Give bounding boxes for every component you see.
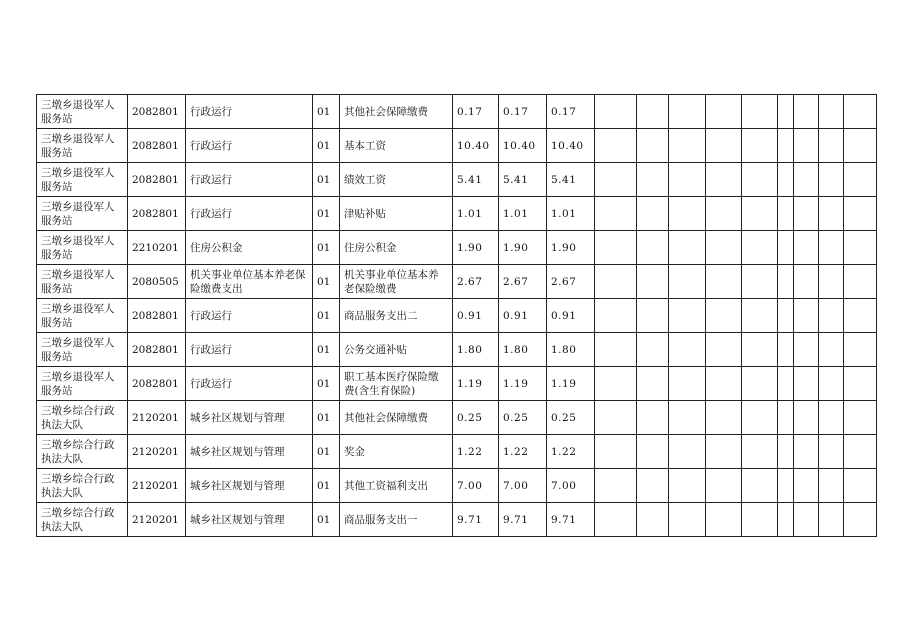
empty-cell (819, 401, 844, 435)
empty-cell (778, 129, 794, 163)
empty-cell (669, 163, 706, 197)
code-cell: 2120201 (128, 435, 186, 469)
empty-cell (637, 197, 669, 231)
item-cell: 住房公积金 (340, 231, 453, 265)
code-cell: 2120201 (128, 401, 186, 435)
empty-cell (778, 469, 794, 503)
empty-cell (794, 299, 819, 333)
amount-cell-3: 1.19 (547, 367, 595, 401)
code-cell: 2082801 (128, 299, 186, 333)
item-cell: 商品服务支出一 (340, 503, 453, 537)
amount-cell-1: 2.67 (453, 265, 499, 299)
empty-cell (742, 503, 778, 537)
empty-cell (778, 231, 794, 265)
empty-cell (742, 367, 778, 401)
function-name-cell: 机关事业单位基本养老保险缴费支出 (186, 265, 313, 299)
empty-cell (819, 129, 844, 163)
econ-code-cell: 01 (313, 95, 340, 129)
unit-cell: 三墩乡退役军人服务站 (37, 265, 128, 299)
empty-cell (706, 367, 742, 401)
empty-cell (595, 503, 637, 537)
amount-cell-3: 9.71 (547, 503, 595, 537)
table-row (37, 333, 877, 367)
function-name-cell: 行政运行 (186, 163, 313, 197)
amount-cell-3: 1.90 (547, 231, 595, 265)
empty-cell (819, 265, 844, 299)
empty-cell (595, 299, 637, 333)
empty-cell (706, 299, 742, 333)
empty-cell (794, 435, 819, 469)
empty-cell (637, 231, 669, 265)
empty-cell (819, 503, 844, 537)
amount-cell-3: 5.41 (547, 163, 595, 197)
code-cell: 2120201 (128, 503, 186, 537)
table-row (37, 129, 877, 163)
amount-cell-2: 7.00 (499, 469, 547, 503)
empty-cell (669, 129, 706, 163)
empty-cell (595, 231, 637, 265)
empty-cell (637, 401, 669, 435)
empty-cell (706, 163, 742, 197)
function-name-cell: 行政运行 (186, 333, 313, 367)
amount-cell-2: 0.17 (499, 95, 547, 129)
empty-cell (844, 163, 877, 197)
amount-cell-1: 0.91 (453, 299, 499, 333)
empty-cell (844, 129, 877, 163)
amount-cell-3: 0.91 (547, 299, 595, 333)
empty-cell (742, 469, 778, 503)
item-cell: 奖金 (340, 435, 453, 469)
amount-cell-2: 1.19 (499, 367, 547, 401)
empty-cell (637, 299, 669, 333)
empty-cell (794, 129, 819, 163)
table-row (37, 197, 877, 231)
empty-cell (595, 435, 637, 469)
empty-cell (819, 299, 844, 333)
function-name-cell: 城乡社区规划与管理 (186, 469, 313, 503)
empty-cell (669, 333, 706, 367)
empty-cell (844, 503, 877, 537)
empty-cell (595, 333, 637, 367)
unit-cell: 三墩乡退役军人服务站 (37, 299, 128, 333)
empty-cell (706, 265, 742, 299)
amount-cell-2: 1.80 (499, 333, 547, 367)
table-row (37, 367, 877, 401)
empty-cell (819, 95, 844, 129)
empty-cell (844, 197, 877, 231)
empty-cell (794, 367, 819, 401)
amount-cell-2: 0.91 (499, 299, 547, 333)
amount-cell-1: 10.40 (453, 129, 499, 163)
empty-cell (778, 265, 794, 299)
empty-cell (844, 265, 877, 299)
empty-cell (595, 163, 637, 197)
amount-cell-2: 1.90 (499, 231, 547, 265)
unit-cell: 三墩乡退役军人服务站 (37, 197, 128, 231)
empty-cell (794, 163, 819, 197)
empty-cell (637, 265, 669, 299)
empty-cell (778, 299, 794, 333)
empty-cell (706, 503, 742, 537)
amount-cell-2: 1.01 (499, 197, 547, 231)
empty-cell (595, 197, 637, 231)
empty-cell (669, 95, 706, 129)
empty-cell (794, 503, 819, 537)
empty-cell (742, 231, 778, 265)
item-cell: 津贴补贴 (340, 197, 453, 231)
empty-cell (595, 469, 637, 503)
empty-cell (794, 333, 819, 367)
empty-cell (794, 231, 819, 265)
item-cell: 其他工资福利支出 (340, 469, 453, 503)
empty-cell (742, 197, 778, 231)
empty-cell (669, 469, 706, 503)
item-cell: 公务交通补贴 (340, 333, 453, 367)
amount-cell-1: 5.41 (453, 163, 499, 197)
empty-cell (819, 197, 844, 231)
function-name-cell: 行政运行 (186, 299, 313, 333)
unit-cell: 三墩乡退役军人服务站 (37, 95, 128, 129)
amount-cell-1: 1.22 (453, 435, 499, 469)
amount-cell-1: 1.80 (453, 333, 499, 367)
amount-cell-2: 0.25 (499, 401, 547, 435)
table-row (37, 95, 877, 129)
item-cell: 绩效工资 (340, 163, 453, 197)
amount-cell-3: 2.67 (547, 265, 595, 299)
empty-cell (637, 129, 669, 163)
empty-cell (637, 95, 669, 129)
empty-cell (844, 231, 877, 265)
empty-cell (794, 401, 819, 435)
empty-cell (844, 299, 877, 333)
empty-cell (637, 333, 669, 367)
amount-cell-2: 1.22 (499, 435, 547, 469)
empty-cell (819, 367, 844, 401)
empty-cell (742, 299, 778, 333)
empty-cell (669, 299, 706, 333)
item-cell: 基本工资 (340, 129, 453, 163)
empty-cell (778, 197, 794, 231)
empty-cell (844, 367, 877, 401)
econ-code-cell: 01 (313, 299, 340, 333)
empty-cell (844, 95, 877, 129)
amount-cell-3: 0.25 (547, 401, 595, 435)
empty-cell (742, 401, 778, 435)
amount-cell-3: 10.40 (547, 129, 595, 163)
code-cell: 2082801 (128, 95, 186, 129)
item-cell: 职工基本医疗保险缴费(含生育保险) (340, 367, 453, 401)
econ-code-cell: 01 (313, 163, 340, 197)
empty-cell (669, 197, 706, 231)
empty-cell (819, 231, 844, 265)
item-cell: 商品服务支出二 (340, 299, 453, 333)
amount-cell-3: 7.00 (547, 469, 595, 503)
empty-cell (778, 333, 794, 367)
code-cell: 2082801 (128, 367, 186, 401)
empty-cell (637, 367, 669, 401)
item-cell: 其他社会保障缴费 (340, 95, 453, 129)
empty-cell (844, 333, 877, 367)
empty-cell (794, 197, 819, 231)
table-row (37, 503, 877, 537)
item-cell: 其他社会保障缴费 (340, 401, 453, 435)
table-row (37, 163, 877, 197)
amount-cell-3: 0.17 (547, 95, 595, 129)
econ-code-cell: 01 (313, 367, 340, 401)
function-name-cell: 城乡社区规划与管理 (186, 435, 313, 469)
code-cell: 2210201 (128, 231, 186, 265)
empty-cell (794, 265, 819, 299)
amount-cell-1: 1.19 (453, 367, 499, 401)
amount-cell-3: 1.80 (547, 333, 595, 367)
empty-cell (844, 435, 877, 469)
function-name-cell: 城乡社区规划与管理 (186, 401, 313, 435)
econ-code-cell: 01 (313, 129, 340, 163)
amount-cell-2: 10.40 (499, 129, 547, 163)
empty-cell (794, 469, 819, 503)
econ-code-cell: 01 (313, 265, 340, 299)
empty-cell (706, 401, 742, 435)
empty-cell (742, 163, 778, 197)
empty-cell (669, 435, 706, 469)
empty-cell (706, 333, 742, 367)
econ-code-cell: 01 (313, 333, 340, 367)
empty-cell (819, 333, 844, 367)
code-cell: 2120201 (128, 469, 186, 503)
code-cell: 2082801 (128, 197, 186, 231)
unit-cell: 三墩乡退役军人服务站 (37, 163, 128, 197)
empty-cell (819, 435, 844, 469)
empty-cell (669, 367, 706, 401)
empty-cell (637, 163, 669, 197)
table-body (37, 95, 877, 537)
econ-code-cell: 01 (313, 435, 340, 469)
function-name-cell: 行政运行 (186, 197, 313, 231)
empty-cell (706, 129, 742, 163)
empty-cell (742, 129, 778, 163)
function-name-cell: 城乡社区规划与管理 (186, 503, 313, 537)
empty-cell (669, 401, 706, 435)
empty-cell (778, 367, 794, 401)
empty-cell (595, 265, 637, 299)
amount-cell-1: 0.25 (453, 401, 499, 435)
item-cell: 机关事业单位基本养老保险缴费 (340, 265, 453, 299)
function-name-cell: 行政运行 (186, 129, 313, 163)
empty-cell (669, 503, 706, 537)
econ-code-cell: 01 (313, 197, 340, 231)
econ-code-cell: 01 (313, 503, 340, 537)
empty-cell (637, 503, 669, 537)
empty-cell (669, 231, 706, 265)
table-row (37, 469, 877, 503)
unit-cell: 三墩乡综合行政执法大队 (37, 503, 128, 537)
amount-cell-1: 1.01 (453, 197, 499, 231)
empty-cell (595, 367, 637, 401)
empty-cell (742, 333, 778, 367)
empty-cell (778, 503, 794, 537)
amount-cell-2: 9.71 (499, 503, 547, 537)
empty-cell (706, 231, 742, 265)
empty-cell (706, 95, 742, 129)
function-name-cell: 行政运行 (186, 367, 313, 401)
amount-cell-2: 2.67 (499, 265, 547, 299)
empty-cell (778, 435, 794, 469)
econ-code-cell: 01 (313, 231, 340, 265)
budget-table (36, 94, 877, 537)
empty-cell (778, 95, 794, 129)
empty-cell (637, 435, 669, 469)
empty-cell (706, 469, 742, 503)
empty-cell (819, 163, 844, 197)
empty-cell (706, 197, 742, 231)
unit-cell: 三墩乡退役军人服务站 (37, 333, 128, 367)
code-cell: 2082801 (128, 163, 186, 197)
empty-cell (706, 435, 742, 469)
empty-cell (794, 95, 819, 129)
function-name-cell: 行政运行 (186, 95, 313, 129)
empty-cell (742, 435, 778, 469)
empty-cell (669, 265, 706, 299)
econ-code-cell: 01 (313, 469, 340, 503)
empty-cell (595, 401, 637, 435)
empty-cell (778, 401, 794, 435)
empty-cell (778, 163, 794, 197)
amount-cell-3: 1.01 (547, 197, 595, 231)
table-row (37, 401, 877, 435)
table-row (37, 435, 877, 469)
unit-cell: 三墩乡退役军人服务站 (37, 367, 128, 401)
code-cell: 2082801 (128, 129, 186, 163)
empty-cell (844, 401, 877, 435)
unit-cell: 三墩乡退役军人服务站 (37, 129, 128, 163)
empty-cell (595, 95, 637, 129)
empty-cell (637, 469, 669, 503)
table-row (37, 231, 877, 265)
unit-cell: 三墩乡综合行政执法大队 (37, 469, 128, 503)
empty-cell (844, 469, 877, 503)
unit-cell: 三墩乡综合行政执法大队 (37, 401, 128, 435)
empty-cell (819, 469, 844, 503)
amount-cell-1: 7.00 (453, 469, 499, 503)
empty-cell (742, 265, 778, 299)
table-row (37, 299, 877, 333)
empty-cell (595, 129, 637, 163)
amount-cell-3: 1.22 (547, 435, 595, 469)
amount-cell-1: 0.17 (453, 95, 499, 129)
function-name-cell: 住房公积金 (186, 231, 313, 265)
table-row (37, 265, 877, 299)
econ-code-cell: 01 (313, 401, 340, 435)
empty-cell (742, 95, 778, 129)
amount-cell-2: 5.41 (499, 163, 547, 197)
code-cell: 2080505 (128, 265, 186, 299)
unit-cell: 三墩乡退役军人服务站 (37, 231, 128, 265)
code-cell: 2082801 (128, 333, 186, 367)
amount-cell-1: 9.71 (453, 503, 499, 537)
unit-cell: 三墩乡综合行政执法大队 (37, 435, 128, 469)
amount-cell-1: 1.90 (453, 231, 499, 265)
